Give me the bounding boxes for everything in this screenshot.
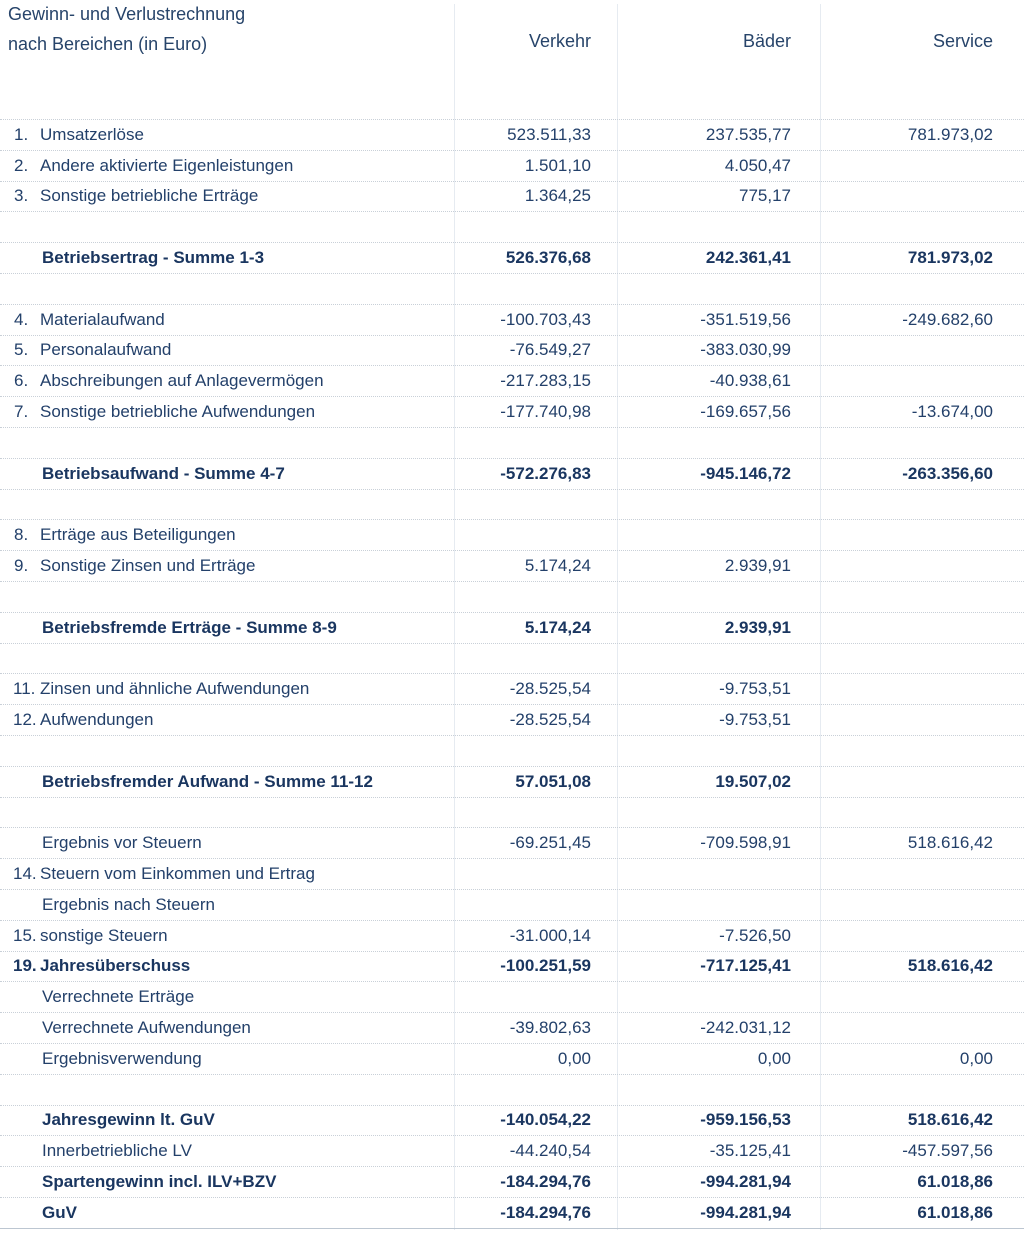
row-number: 3. — [14, 186, 29, 206]
row-value: -263.356,60 — [902, 463, 993, 483]
table-row — [0, 396, 1024, 428]
row-value: 1.364,25 — [524, 186, 591, 206]
table-row — [0, 334, 1024, 366]
row-label: Ergebnis vor Steuern — [42, 833, 202, 853]
row-label: Steuern vom Einkommen und Ertrag — [40, 864, 315, 883]
table-row — [0, 950, 1024, 982]
table-row — [0, 766, 1024, 798]
row-value: 2.939,91 — [724, 556, 791, 575]
row-value: -994.281,94 — [700, 1202, 791, 1222]
row-value: -177.740,98 — [500, 402, 591, 421]
row-value: -100.251,59 — [500, 956, 591, 976]
row-number: 14. — [13, 864, 37, 883]
table-row — [0, 612, 1024, 644]
table-row — [0, 642, 1024, 674]
row-value: 237.535,77 — [705, 124, 791, 144]
row-value: -39.802,63 — [509, 1018, 591, 1037]
table-row — [0, 519, 1024, 551]
table-row — [0, 735, 1024, 767]
table-row — [0, 427, 1024, 459]
row-value: -242.031,12 — [700, 1018, 791, 1037]
row-value: -69.251,45 — [509, 833, 591, 853]
row-number: 4. — [14, 309, 29, 329]
row-label: Aufwendungen — [40, 710, 154, 729]
table-row — [0, 119, 1024, 151]
row-value: 518.616,42 — [907, 1110, 993, 1130]
row-value: 518.616,42 — [907, 833, 993, 853]
table-row — [0, 211, 1024, 243]
row-value: 775,17 — [739, 186, 791, 206]
row-value: -9.753,51 — [719, 710, 791, 729]
table-row — [0, 920, 1024, 952]
column-header-baeder: Bäder — [742, 31, 791, 51]
table-row — [0, 550, 1024, 582]
table-row — [0, 242, 1024, 274]
row-value: 2.939,91 — [724, 617, 791, 637]
row-number: 19. — [13, 956, 37, 976]
column-header-verkehr: Verkehr — [528, 31, 591, 51]
row-value: -717.125,41 — [700, 956, 791, 976]
row-label: GuV — [42, 1202, 77, 1222]
row-number: 2. — [14, 155, 29, 175]
report-title-line2: nach Bereichen (in Euro) — [8, 34, 208, 54]
row-value: 523.511,33 — [507, 124, 591, 144]
row-label: Ergebnis nach Steuern — [42, 894, 215, 914]
row-value: -457.597,56 — [902, 1141, 993, 1161]
row-label: Verrechnete Erträge — [42, 987, 195, 1007]
table-row — [0, 88, 1024, 120]
row-value: 526.376,68 — [505, 248, 591, 267]
row-number: 1. — [14, 124, 29, 144]
row-label: Andere aktivierte Eigenleistungen — [40, 155, 294, 175]
row-label: Jahresüberschuss — [40, 956, 191, 976]
row-value: 5.174,24 — [524, 556, 591, 575]
row-label: Umsatzerlöse — [40, 124, 144, 144]
table-row — [0, 827, 1024, 859]
row-value: -169.657,56 — [700, 402, 791, 421]
row-label: Betriebsfremde Erträge - Summe 8-9 — [42, 617, 337, 637]
row-label: Innerbetriebliche LV — [42, 1141, 192, 1161]
row-value: -31.000,14 — [509, 925, 591, 945]
table-row — [0, 180, 1024, 212]
table-row — [0, 150, 1024, 182]
row-label: Zinsen und ähnliche Aufwendungen — [40, 679, 310, 699]
table-row — [0, 796, 1024, 828]
row-value: -28.525,54 — [509, 679, 591, 699]
table-row — [0, 1074, 1024, 1106]
row-value: 0,00 — [757, 1048, 791, 1068]
row-value: -28.525,54 — [509, 710, 591, 729]
row-value: -351.519,56 — [700, 309, 791, 329]
table-row — [0, 365, 1024, 397]
table-row — [0, 1135, 1024, 1167]
table-row — [0, 458, 1024, 490]
row-label: Sonstige Zinsen und Erträge — [40, 556, 256, 575]
table-row — [0, 858, 1024, 890]
table-row — [0, 1166, 1024, 1198]
row-number: 8. — [14, 525, 29, 545]
row-value: -249.682,60 — [902, 309, 993, 329]
row-value: 781.973,02 — [907, 248, 993, 267]
row-value: 242.361,41 — [705, 248, 791, 267]
row-value: -40.938,61 — [709, 371, 791, 391]
row-label: sonstige Steuern — [40, 925, 168, 945]
row-label: Betriebsertrag - Summe 1-3 — [42, 248, 265, 267]
row-label: Betriebsaufwand - Summe 4-7 — [42, 463, 285, 483]
row-value: -13.674,00 — [911, 402, 993, 421]
table-row — [0, 304, 1024, 336]
row-label: Personalaufwand — [40, 340, 172, 360]
row-value: 57.051,08 — [515, 771, 591, 791]
row-label: Erträge aus Beteiligungen — [40, 525, 236, 545]
row-value: 4.050,47 — [724, 155, 791, 175]
row-value: 0,00 — [557, 1048, 591, 1068]
row-value: 5.174,24 — [524, 617, 591, 637]
row-value: -959.156,53 — [700, 1110, 791, 1130]
table-row — [0, 673, 1024, 705]
row-value: -35.125,41 — [709, 1141, 791, 1161]
row-value: -383.030,99 — [700, 340, 791, 360]
table-row — [0, 581, 1024, 613]
table-row — [0, 488, 1024, 520]
row-number: 15. — [13, 925, 37, 945]
table-row — [0, 704, 1024, 736]
row-value: -140.054,22 — [500, 1110, 591, 1130]
row-number: 11. — [13, 679, 36, 699]
row-label: Abschreibungen auf Anlagevermögen — [40, 371, 324, 391]
table-row — [0, 1043, 1024, 1075]
row-label: Sonstige betriebliche Aufwendungen — [40, 402, 316, 421]
table-row — [0, 981, 1024, 1013]
row-label: Spartengewinn incl. ILV+BZV — [42, 1172, 277, 1191]
row-value: -7.526,50 — [719, 925, 791, 945]
table-row — [0, 273, 1024, 305]
table-row — [0, 1197, 1024, 1229]
row-value: 61.018,86 — [917, 1172, 993, 1191]
row-number: 12. — [13, 710, 37, 729]
row-value: -44.240,54 — [509, 1141, 591, 1161]
row-label: Materialaufwand — [40, 309, 165, 329]
row-number: 5. — [14, 340, 29, 360]
row-value: -76.549,27 — [509, 340, 591, 360]
row-value: -184.294,76 — [500, 1172, 591, 1191]
row-value: 0,00 — [959, 1048, 993, 1068]
row-number: 9. — [14, 556, 29, 575]
row-number: 6. — [14, 371, 29, 391]
column-header-service: Service — [932, 31, 993, 51]
table-row — [0, 889, 1024, 921]
row-value: 781.973,02 — [907, 124, 993, 144]
row-value: 61.018,86 — [917, 1202, 993, 1222]
row-value: -9.753,51 — [719, 679, 791, 699]
row-label: Sonstige betriebliche Erträge — [40, 186, 259, 206]
row-label: Verrechnete Aufwendungen — [42, 1018, 251, 1037]
row-label: Jahresgewinn lt. GuV — [42, 1110, 215, 1130]
row-value: -572.276,83 — [500, 463, 591, 483]
row-value: -217.283,15 — [500, 371, 591, 391]
row-value: -994.281,94 — [700, 1172, 791, 1191]
row-value: 518.616,42 — [907, 956, 993, 976]
row-label: Ergebnisverwendung — [42, 1048, 202, 1068]
row-number: 7. — [14, 402, 29, 421]
report-title-line1: Gewinn- und Verlustrechnung — [8, 4, 246, 24]
row-value: -709.598,91 — [700, 833, 791, 853]
table-row — [0, 1012, 1024, 1044]
row-value: 19.507,02 — [715, 771, 791, 791]
table-row — [0, 1104, 1024, 1136]
row-value: -184.294,76 — [500, 1202, 591, 1222]
row-label: Betriebsfremder Aufwand - Summe 11-12 — [42, 771, 373, 791]
row-value: -100.703,43 — [500, 309, 591, 329]
row-value: 1.501,10 — [524, 155, 591, 175]
row-value: -945.146,72 — [700, 463, 791, 483]
